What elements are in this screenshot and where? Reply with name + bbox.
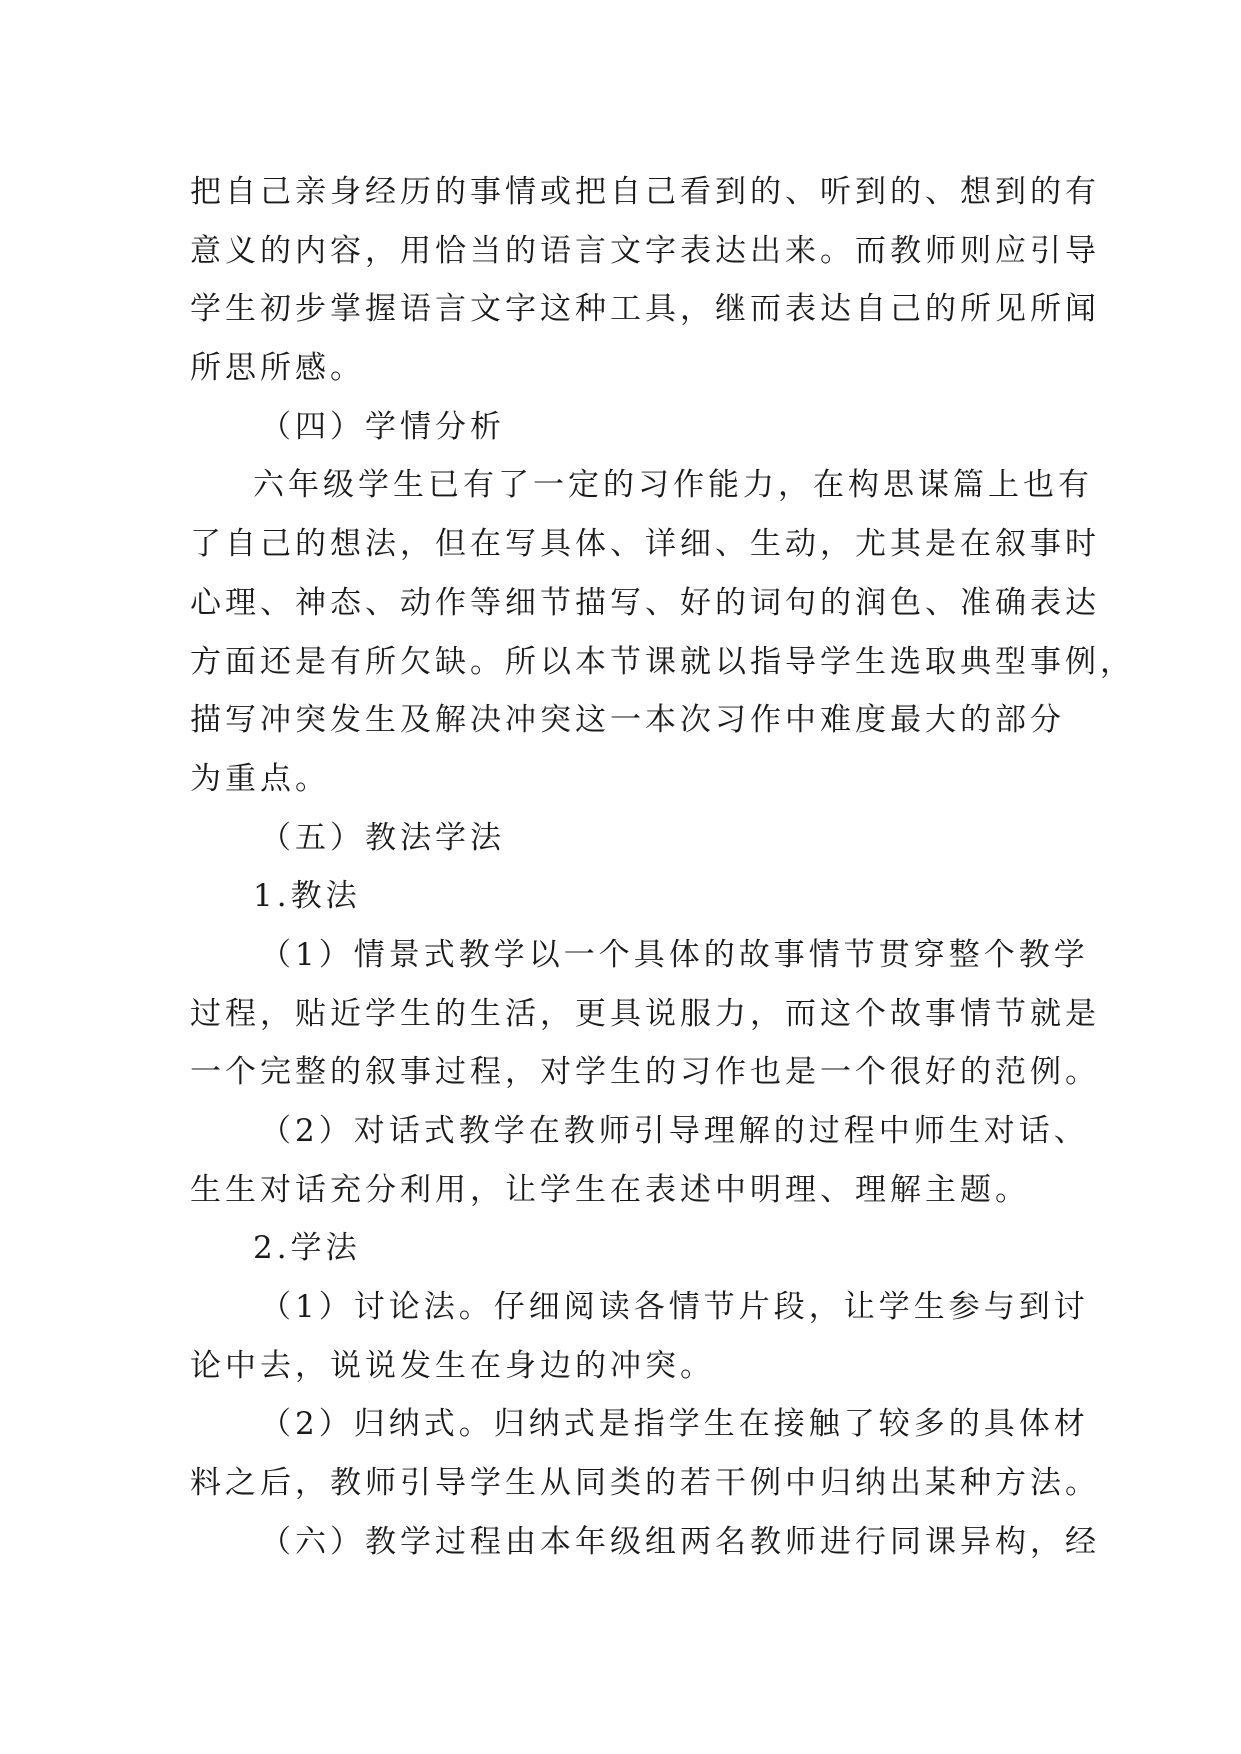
section-heading: （五）教法学法 — [260, 819, 505, 856]
text-line: （2）归纳式。归纳式是指学生在接触了较多的具体材 — [260, 1406, 1089, 1443]
text-line: 意义的内容，用恰当的语言文字表达出来。而教师则应引导 — [190, 232, 1100, 269]
text-line: 生生对话充分利用，让学生在表述中明理、理解主题。 — [190, 1171, 1030, 1208]
text-line: 为重点。 — [190, 760, 330, 797]
text-line: 论中去，说说发生在身边的冲突。 — [190, 1347, 715, 1384]
section-heading: （六）教学过程由本年级组两名教师进行同课异构，经 — [260, 1523, 1100, 1560]
text-line: 把自己亲身经历的事情或把自己看到的、听到的、想到的有 — [190, 174, 1100, 210]
text-line: （2）对话式教学在教师引导理解的过程中师生对话、 — [260, 1113, 1089, 1149]
text-line: 料之后，教师引导学生从同类的若干例中归纳出某种方法。 — [190, 1465, 1100, 1502]
text-line: 过程，贴近学生的生活，更具说服力，而这个故事情节就是 — [190, 995, 1100, 1032]
subsection-heading: 2.学法 — [253, 1230, 361, 1267]
text-line: 了自己的想法，但在写具体、详细、生动，尤其是在叙事时 — [190, 526, 1100, 563]
text-line: 心理、神态、动作等细节描写、好的词句的润色、准确表达 — [190, 584, 1100, 621]
text-line: 一个完整的叙事过程，对学生的习作也是一个很好的范例。 — [190, 1054, 1100, 1091]
text-line: （1）讨论法。仔细阅读各情节片段，让学生参与到讨 — [260, 1289, 1089, 1326]
text-line: 学生初步掌握语言文字这种工具，继而表达自己的所见所闻 — [190, 291, 1100, 328]
text-line: （1）情景式教学以一个具体的故事情节贯穿整个教学 — [260, 936, 1089, 973]
text-line: 方面还是有所欠缺。所以本节课就以指导学生选取典型事例， — [190, 643, 1135, 680]
text-line: 描写冲突发生及解决冲突这一本次习作中难度最大的部分 — [190, 702, 1065, 739]
document-body — [190, 163, 1135, 1572]
text-line: 六年级学生已有了一定的习作能力，在构思谋篇上也有 — [253, 467, 1093, 504]
subsection-heading: 1.教法 — [253, 878, 361, 915]
text-line: 所思所感。 — [190, 350, 365, 387]
section-heading: （四）学情分析 — [260, 408, 505, 445]
